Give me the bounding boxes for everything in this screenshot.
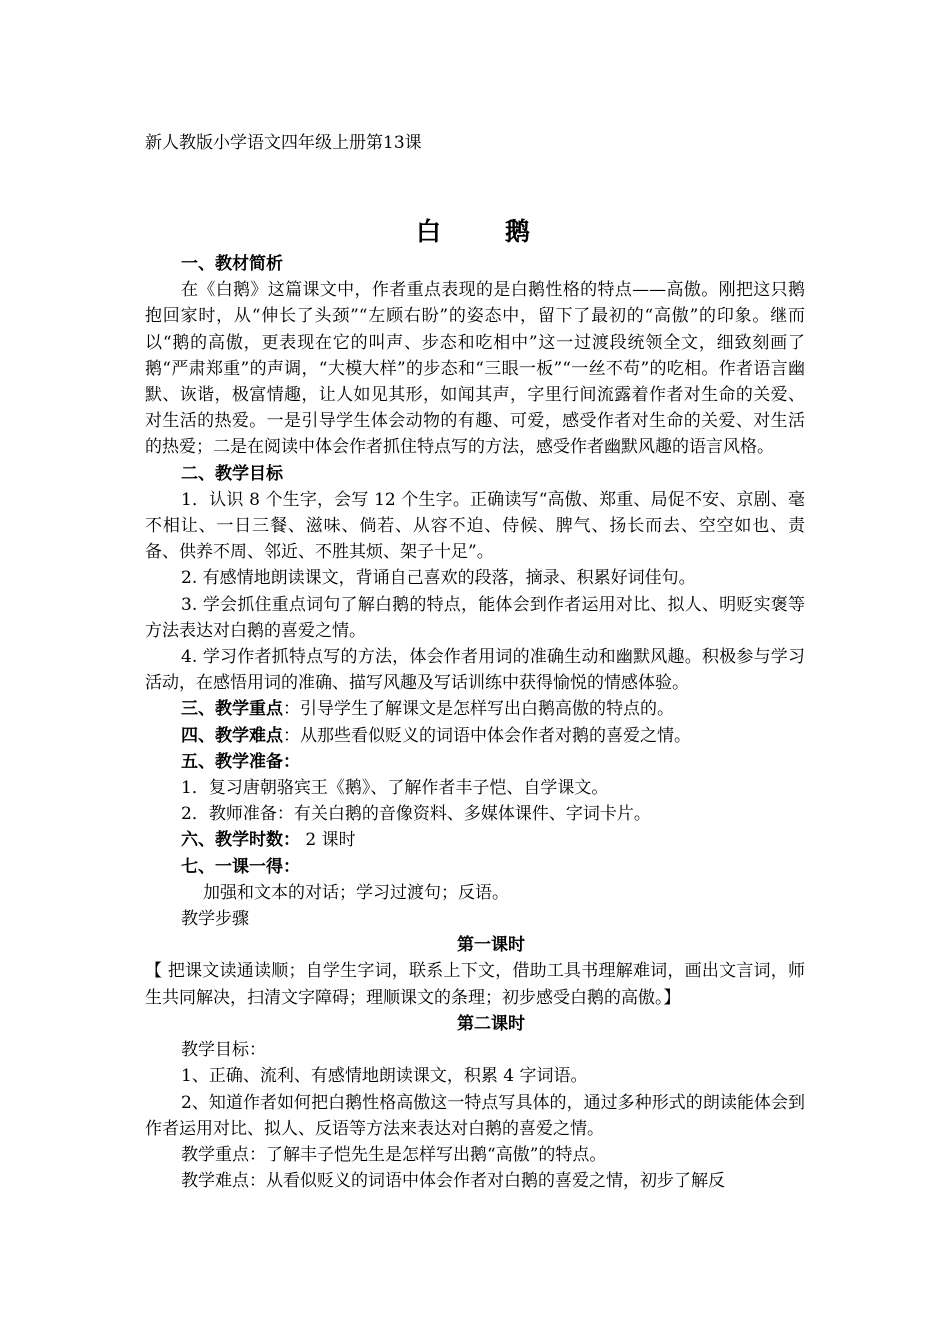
section-heading-7: 七、一课一得： xyxy=(181,856,300,877)
section-heading-2: 二、教学目标 xyxy=(181,463,283,484)
section-7-text: 加强和文本的对话；学习过渡句；反语。 xyxy=(203,882,509,903)
lesson-2-goal-label: 教学目标： xyxy=(181,1040,266,1061)
document-header: 新人教版小学语文四年级上册第13课 xyxy=(145,133,422,153)
lesson-2-heading: 第二课时 xyxy=(457,1013,525,1034)
title-char-2: 鹅 xyxy=(505,217,535,246)
lesson-1-text: 【 把课文读通读顺；自学生字词，联系上下文，借助工具书理解难词，画出文言词，师生共同解决，扫清文字障碍；理顺课文的条理；初步感受白鹅的高傲。】 xyxy=(145,961,805,1008)
section-4-text: ：从那些看似贬义的词语中体会作者对鹅的喜爱之情。 xyxy=(283,725,691,746)
section-1-paragraph: 在《白鹅》这篇课文中，作者重点表现的是白鹅性格的特点——高傲。刚把这只鹅抱回家时，从“伸长了头颈”“左顾右盼”的姿态中，留下了最初的“高傲”的印象。继而以“鹅的高傲，更表现在它的叫声、步态和吃相中”这一过渡段统领全文，细致刻画了鹅“严肃郑重”的声调，“大模大样”的步态和“三眼一板”“一丝不苟”的吃相。作者语言幽默、诙谐，极富情趣，让人如见其形，如闻其声，字里行间流露着作者对生命的关爱、对生活的热爱。一是引导学生体会动物的有趣、可爱，感受作者对生命的关爱、对生活的热爱；二是在阅读中体会作者抓住特点写的方法，感受作者幽默风趣的语言风格。 xyxy=(145,280,805,458)
section-heading-3: 三、教学重点 xyxy=(181,699,283,720)
section-heading-5: 五、教学准备： xyxy=(181,751,300,772)
goal-3: 3. 学会抓住重点词句了解白鹅的特点，能体会到作者运用对比、拟人、明贬实褒等方法表达对白鹅的喜爱之情。 xyxy=(145,594,805,641)
section-6 xyxy=(145,827,805,853)
lesson-1-heading: 第一课时 xyxy=(457,935,525,956)
section-heading-4: 四、教学难点 xyxy=(181,725,283,746)
document-title xyxy=(0,212,950,248)
goal-4: 4. 学习作者抓特点写的方法，体会作者用词的准确生动和幽默风趣。积极参与学习活动，在感悟用词的准确、描写风趣及写话训练中获得愉悦的情感体验。 xyxy=(145,647,805,694)
lesson-2-difficulty: 教学难点：从看似贬义的词语中体会作者对白鹅的喜爱之情，初步了解反 xyxy=(181,1171,725,1192)
document-body xyxy=(145,251,805,1194)
section-heading-6: 六、教学时数： xyxy=(181,830,300,851)
lesson-2-key-point: 教学重点：了解丰子恺先生是怎样写出鹅“高傲”的特点。 xyxy=(181,1144,607,1165)
steps-label: 教学步骤 xyxy=(181,909,249,930)
title-char-1: 白 xyxy=(415,217,445,246)
section-6-text: 2 课时 xyxy=(300,830,356,851)
section-heading-1: 一、教材简析 xyxy=(181,254,283,274)
goal-1: 1．认识 8 个生字，会写 12 个生字。正确读写“高傲、郑重、局促不安、京剧、毫不相让、一日三餐、滋味、倘若、从容不迫、侍候、脾气、扬长而去、空空如也、责备、供养不周、邻近、不胜其烦、架子十足”。 xyxy=(145,489,805,563)
lesson-2-goal-1: 1、正确、流利、有感情地朗读课文，积累 4 字词语。 xyxy=(181,1066,588,1087)
prep-item-1: 1．复习唐朝骆宾王《鹅》、了解作者丰子恺、自学课文。 xyxy=(181,778,609,799)
section-4 xyxy=(145,723,805,749)
lesson-2-goal-2: 2、知道作者如何把白鹅性格高傲这一特点写具体的，通过多种形式的朗读能体会到作者运用对比、拟人、反语等方法来表达对白鹅的喜爱之情。 xyxy=(145,1092,805,1139)
goal-2: 2. 有感情地朗读课文，背诵自己喜欢的段落，摘录、积累好词佳句。 xyxy=(181,568,696,589)
section-3-text: ：引导学生了解课文是怎样写出白鹅高傲的特点的。 xyxy=(283,699,674,720)
section-3 xyxy=(145,696,805,722)
prep-item-2: 2．教师准备：有关白鹅的音像资料、多媒体课件、字词卡片。 xyxy=(181,804,651,825)
